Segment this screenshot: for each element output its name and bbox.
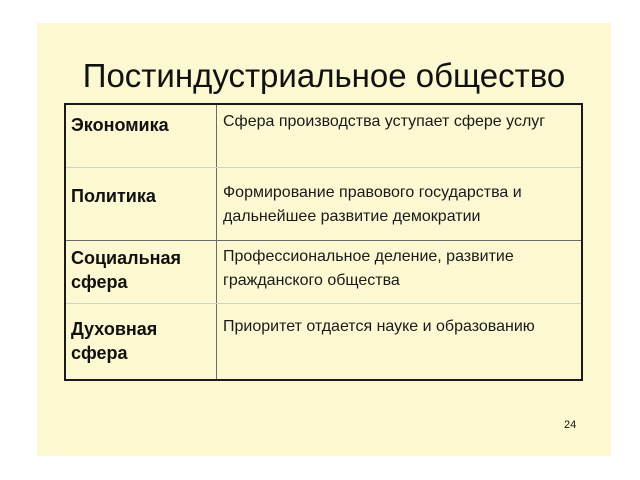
- slide-title: Постиндустриальное общество: [82, 57, 566, 94]
- row-term-politics: Политика: [71, 186, 156, 206]
- row-divider: [66, 303, 581, 304]
- row-term-economy: Экономика: [71, 115, 169, 135]
- row-desc-spiritual: Приоритет отдается науке и образованию: [223, 318, 535, 335]
- slide: [37, 23, 611, 456]
- row-term-social: Социальная сфера: [71, 248, 182, 292]
- comparison-table: [64, 103, 583, 381]
- row-desc-economy: Сфера производства уступает сфере услуг: [223, 113, 546, 130]
- row-term-spiritual: Духовная сфера: [71, 319, 158, 363]
- page-number: 24: [564, 419, 577, 431]
- row-divider: [66, 167, 581, 168]
- row-desc-social: Профессиональное деление, развитие гражданского общества: [223, 248, 514, 289]
- column-divider: [216, 105, 217, 379]
- row-desc-politics: Формирование правового государства и дальнейшее развитие демократии: [223, 184, 522, 225]
- row-divider: [66, 240, 581, 241]
